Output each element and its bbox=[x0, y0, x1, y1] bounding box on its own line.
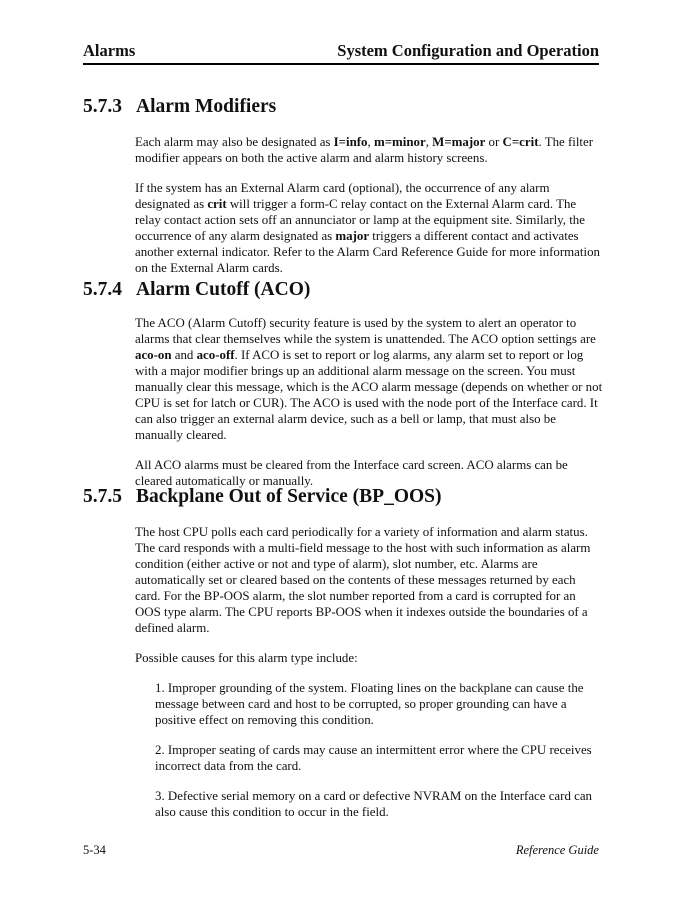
bold-term: I=info bbox=[333, 135, 368, 149]
list-item: 2. Improper seating of cards may cause an intermittent error where the CPU receives incorrect data from the card. bbox=[155, 743, 592, 773]
document-title: Reference Guide bbox=[515, 843, 599, 857]
section-title: Alarm Modifiers bbox=[136, 96, 277, 117]
bold-term: crit bbox=[207, 197, 227, 211]
list-item: 1. Improper grounding of the system. Floating lines on the backplane can cause the message between card and host to be corrupted, so proper grounding can have a positive effect on removing this condition. bbox=[155, 681, 584, 727]
paragraph: If the system has an External Alarm card (optional), the occurrence of any alarm designated as crit will trigger a form-C relay contact on the External Alarm card. The relay contact action sets off an annunciator or lamp at the equipment site. Similarly, the occurrence of any alarm designated as major triggers a different contact and activates another external indicator. Refer to the Alarm Card Reference Guide for more information on the External Alarm cards. bbox=[135, 181, 600, 275]
list-item: 3. Defective serial memory on a card or defective NVRAM on the Interface card can also cause this condition to occur in the field. bbox=[155, 789, 593, 819]
paragraph: The host CPU polls each card periodically for a variety of information and alarm status. The card responds with a multi-field message to the host with such information as alarm condition (either active or not and type of alarm), slot number, etc. Alarms are automatically set or cleared based on the contents of these messages returned by each card. For the BP-OOS alarm, the slot number reported from a card is corrupted for an OOS type alarm. The CPU reports BP-OOS when it indexes outside the boundaries of a defined alarm. bbox=[135, 525, 591, 635]
section-heading bbox=[83, 486, 603, 508]
page-header bbox=[83, 41, 599, 61]
section-title: Alarm Cutoff (ACO) bbox=[136, 279, 311, 300]
bold-term: C=crit bbox=[502, 135, 539, 149]
bold-term: aco-off bbox=[196, 348, 235, 362]
section-number: 5.7.4 bbox=[83, 279, 122, 300]
section-body bbox=[135, 315, 603, 489]
section-heading bbox=[83, 279, 603, 301]
bold-term: aco-on bbox=[135, 348, 172, 362]
section-alarm-cutoff bbox=[83, 279, 603, 503]
paragraph: Each alarm may also be designated as I=info, m=minor, M=major or C=crit. The filter modifier appears on both the active alarm and alarm history screens. bbox=[135, 135, 594, 165]
paragraph: The ACO (Alarm Cutoff) security feature is used by the system to alert an operator to alarms that clear themselves while the system is unattended. The ACO option settings are aco-on and aco-off. If ACO is set to report or log alarms, any alarm set to report or log with a major modifier brings up an additional alarm message on the screen. You must manually clear this message, which is the ACO alarm message (depends on whether or not CPU is set for latch or CUR). The ACO is used with the node port of the Interface card. It can also trigger an external alarm device, such as a bell or lamp, that must also be manually cleared. bbox=[135, 316, 603, 442]
section-alarm-modifiers bbox=[83, 96, 603, 290]
bold-term: M=major bbox=[432, 135, 486, 149]
bold-term: major bbox=[335, 229, 370, 243]
paragraph: All ACO alarms must be cleared from the Interface card screen. ACO alarms can be cleared automatically or manually. bbox=[135, 458, 568, 488]
section-body bbox=[135, 524, 603, 820]
section-heading bbox=[83, 96, 603, 118]
page-footer bbox=[83, 843, 599, 858]
section-title: Backplane Out of Service (BP_OOS) bbox=[136, 486, 442, 507]
header-chapter: Alarms bbox=[83, 41, 136, 60]
header-rule bbox=[83, 63, 599, 65]
section-number: 5.7.3 bbox=[83, 96, 122, 117]
section-body bbox=[135, 134, 603, 276]
section-backplane-oos bbox=[83, 486, 603, 834]
page-number: 5-34 bbox=[83, 843, 106, 857]
bold-term: m=minor bbox=[373, 135, 426, 149]
section-number: 5.7.5 bbox=[83, 486, 122, 507]
header-section: System Configuration and Operation bbox=[337, 41, 599, 60]
paragraph: Possible causes for this alarm type include: bbox=[135, 651, 358, 665]
